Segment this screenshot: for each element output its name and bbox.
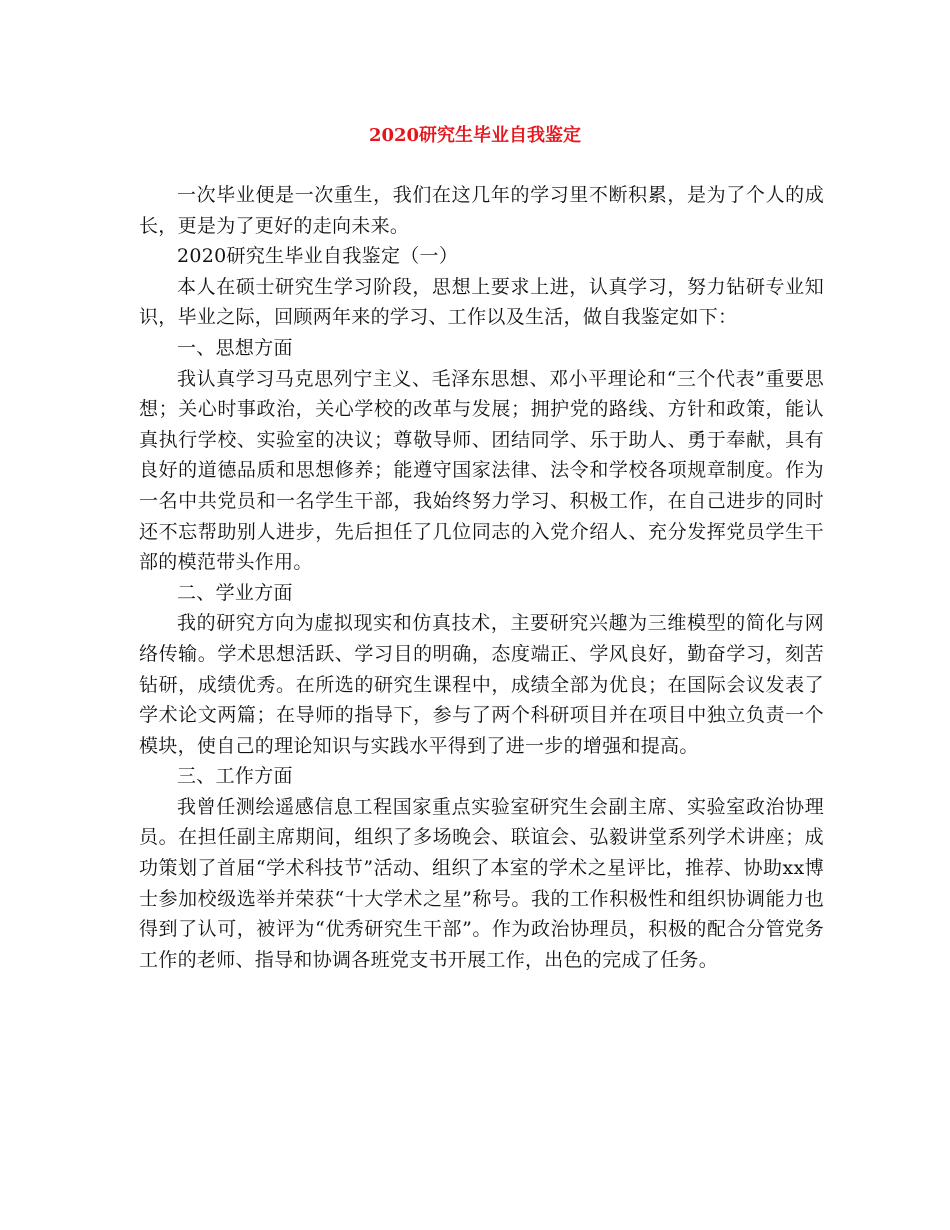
document-title: 2020研究生毕业自我鉴定: [368, 125, 582, 146]
section-heading-work: 三、工作方面: [177, 765, 293, 788]
section-heading-part-one: 2020研究生毕业自我鉴定（一）: [177, 245, 459, 268]
section-heading-academics: 二、学业方面: [177, 581, 293, 604]
summary-paragraph: 本人在硕士研究生学习阶段，思想上要求上进，认真学习，努力钻研专业知识，毕业之际，回顾两年来的学习、工作以及生活，做自我鉴定如下：: [139, 275, 824, 329]
section-heading-ideology: 一、思想方面: [177, 336, 293, 359]
document-body: [139, 180, 824, 975]
intro-paragraph: 一次毕业便是一次重生，我们在这几年的学习里不断积累，是为了个人的成长，更是为了更好的走向未来。: [139, 184, 824, 237]
work-paragraph: 我曾任测绘遥感信息工程国家重点实验室研究生会副主席、实验室政治协理员。在担任副主席期间，组织了多场晚会、联谊会、弘毅讲堂系列学术讲座；成功策划了首届“学术科技节”活动、组织了本室的学术之星评比，推荐、协助xx博士参加校级选举并荣获“十大学术之星”称号。我的工作积极性和组织协调能力也得到了认可，被评为“优秀研究生干部”。作为政治协理员，积极的配合分管党务工作的老师、指导和协调各班党支书开展工作，出色的完成了任务。: [139, 795, 824, 971]
ideology-paragraph: 我认真学习马克思列宁主义、毛泽东思想、邓小平理论和“三个代表”重要思想；关心时事政治，关心学校的改革与发展；拥护党的路线、方针和政策，能认真执行学校、实验室的决议；尊敬导师、团结同学、乐于助人、勇于奉献，具有良好的道德品质和思想修养；能遵守国家法律、法令和学校各项规章制度。作为一名中共党员和一名学生干部，我始终努力学习、积极工作，在自己进步的同时还不忘帮助别人进步，先后担任了几位同志的入党介绍人、充分发挥党员学生干部的模范带头作用。: [139, 367, 824, 574]
academics-paragraph: 我的研究方向为虚拟现实和仿真技术，主要研究兴趣为三维模型的简化与网络传输。学术思想活跃、学习目的明确，态度端正、学风良好，勤奋学习，刻苦钻研，成绩优秀。在所选的研究生课程中，成绩全部为优良；在国际会议发表了学术论文两篇；在导师的指导下，参与了两个科研项目并在项目中独立负责一个模块，使自己的理论知识与实践水平得到了进一步的增强和提高。: [139, 612, 824, 757]
